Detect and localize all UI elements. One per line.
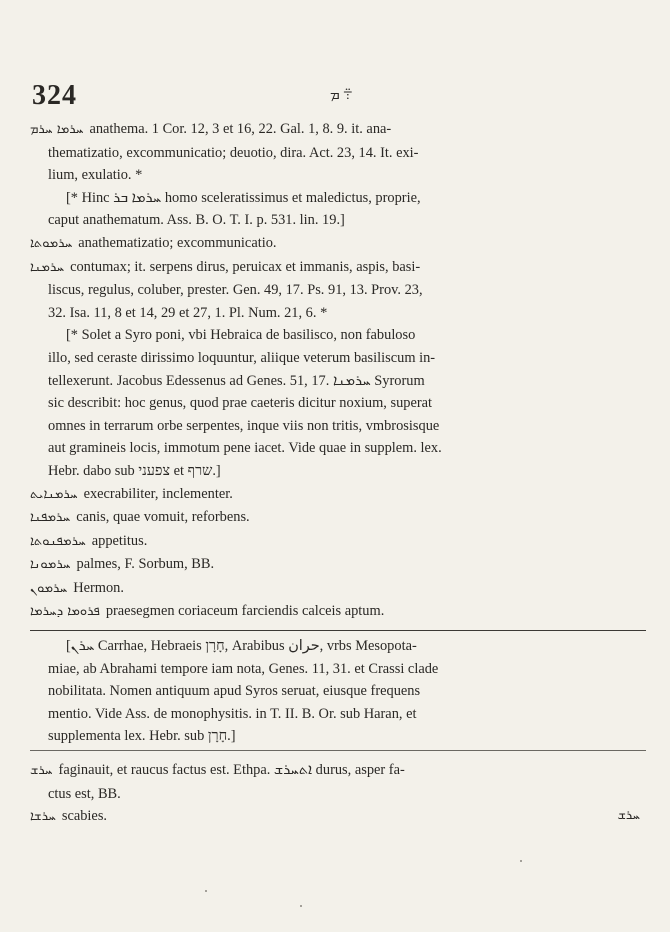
note-line: sic describit: hoc genus, quod prae caeteris dicitur noxium, superat bbox=[48, 395, 433, 412]
editor-note bbox=[30, 187, 646, 232]
entry-text: Hermon. bbox=[73, 579, 124, 596]
syriac-headword: ܚܪܡܢܐ bbox=[30, 259, 65, 275]
entry-text: execrabiliter, inclementer. bbox=[83, 485, 233, 502]
entry-faginauit bbox=[30, 759, 646, 805]
note-line: nobilitata. Nomen antiquum apud Syros seruat, eiusque frequens bbox=[48, 683, 421, 700]
entry-text: contumax; it. serpens dirus, peruicax et immanis, aspis, basi- bbox=[70, 258, 421, 275]
page-number: 324 bbox=[32, 80, 77, 111]
entry-palmes bbox=[30, 553, 646, 577]
editor-note bbox=[30, 324, 646, 482]
entry-canis bbox=[30, 506, 646, 530]
entry-text: faginauit, et raucus factus est. Ethpa. ܐܬܚܪܫ durus, asper fa- bbox=[58, 762, 405, 779]
syriac-headword: ܦܪܘܡܐ ܕܚܪܡܐ bbox=[30, 604, 100, 620]
entry-line: liscus, regulus, coluber, prester. Gen. 49, 17. Ps. 91, 13. Prov. 23, bbox=[48, 282, 423, 299]
entry-contumax bbox=[30, 256, 646, 325]
entry-praesegmen bbox=[30, 600, 646, 624]
dictionary-body bbox=[30, 118, 646, 829]
section-rule bbox=[30, 750, 646, 751]
syriac-headword: ܚܪܡܐ ܚܪܡ bbox=[30, 122, 84, 137]
entry-execrabiliter bbox=[30, 483, 646, 507]
note-line: [* Hinc ܚܪܡܐ ܒܪ homo sceleratissimus et maledictus, proprie, bbox=[66, 189, 421, 206]
entry-text: anathema. 1 Cor. 12, 3 et 16, 22. Gal. 1, 8. 9. it. ana- bbox=[89, 121, 392, 137]
entry-text: appetitus. bbox=[91, 532, 148, 549]
editor-note bbox=[30, 635, 646, 748]
entry-scabies bbox=[30, 805, 646, 829]
paper-speck bbox=[205, 890, 207, 892]
note-line: Hebr. dabo sub צפעני et שרף.] bbox=[48, 462, 221, 479]
catchword: ܚܪܫ bbox=[617, 808, 640, 824]
note-line: miae, ab Abrahami tempore iam nota, Genes. 11, 31. et Crassi clade bbox=[48, 660, 439, 677]
entry-line: 32. Isa. 11, 8 et 14, 29 et 27, 1. Pl. Num. 21, 6. * bbox=[48, 304, 328, 321]
entry-text: praesegmen coriaceum farciendis calceis aptum. bbox=[105, 603, 385, 620]
note-line: illo, sed ceraste dirissimo loquuntur, aliique veterum basiliscum in- bbox=[48, 349, 436, 366]
entry-anathema bbox=[30, 118, 646, 187]
section-rule bbox=[30, 630, 646, 631]
entry-appetitus bbox=[30, 530, 646, 554]
entry-line: ctus est, BB. bbox=[48, 785, 121, 802]
note-line: caput anathematum. Ass. B. O. T. I. p. 531. lin. 19.] bbox=[48, 212, 345, 229]
entry-anathematizatio bbox=[30, 232, 646, 256]
paper-speck bbox=[300, 905, 302, 907]
note-line: supplementa lex. Hebr. sub חָרָן.] bbox=[48, 728, 236, 745]
entry-hermon bbox=[30, 577, 646, 601]
entry-text: anathematizatio; excommunicatio. bbox=[78, 234, 277, 251]
note-line: mentio. Vide Ass. de monophysitis. in T. II. B. Or. sub Haran, et bbox=[48, 705, 417, 722]
paper-speck bbox=[520, 860, 522, 862]
running-head: ܊ ܡ bbox=[330, 87, 353, 103]
syriac-headword: ܚܪܫ bbox=[30, 763, 53, 779]
syriac-headword: ܚܪܡܢܐܝܬ bbox=[30, 486, 78, 502]
note-line: [* Solet a Syro poni, vbi Hebraica de basilisco, non fabuloso bbox=[66, 327, 416, 344]
syriac-headword: ܚܪܡܘܬܐ bbox=[30, 235, 73, 251]
syriac-headword: ܚܪܡܘܢܐ bbox=[30, 557, 71, 573]
entry-line: thematizatio, excommunicatio; deuotio, dira. Act. 23, 14. It. exi- bbox=[48, 144, 419, 161]
note-line: [ܚܪܢ Carrhae, Hebraeis חָרָן, Arabibus حران, vrbs Mesopota- bbox=[66, 638, 417, 655]
entry-line bbox=[30, 759, 646, 783]
syriac-headword: ܚܪܡܘܢ bbox=[30, 580, 68, 596]
note-line: tellexerunt. Jacobus Edessenus ad Genes. 51, 17. ܚܪܡܢܐ Syrorum bbox=[48, 372, 425, 389]
entry-text: canis, quae vomuit, reforbens. bbox=[76, 509, 250, 526]
entry-text: scabies. bbox=[61, 808, 108, 825]
syriac-headword: ܚܪܡܦܢܘܬܐ bbox=[30, 533, 86, 549]
entry-line bbox=[30, 118, 646, 142]
note-line: omnes in terrarum orbe serpentes, inque viis non tritis, vmbrosisque bbox=[48, 417, 440, 434]
entry-line: lium, exulatio. * bbox=[48, 167, 143, 184]
syriac-headword: ܚܪܫܐ bbox=[30, 809, 56, 825]
entry-text: palmes, F. Sorbum, BB. bbox=[76, 556, 215, 573]
entry-line bbox=[30, 256, 646, 280]
note-line: aut gramineis locis, immotum pene iacet. Vide quae in supplem. lex. bbox=[48, 440, 442, 457]
syriac-headword: ܚܪܡܦܢܐ bbox=[30, 510, 71, 526]
